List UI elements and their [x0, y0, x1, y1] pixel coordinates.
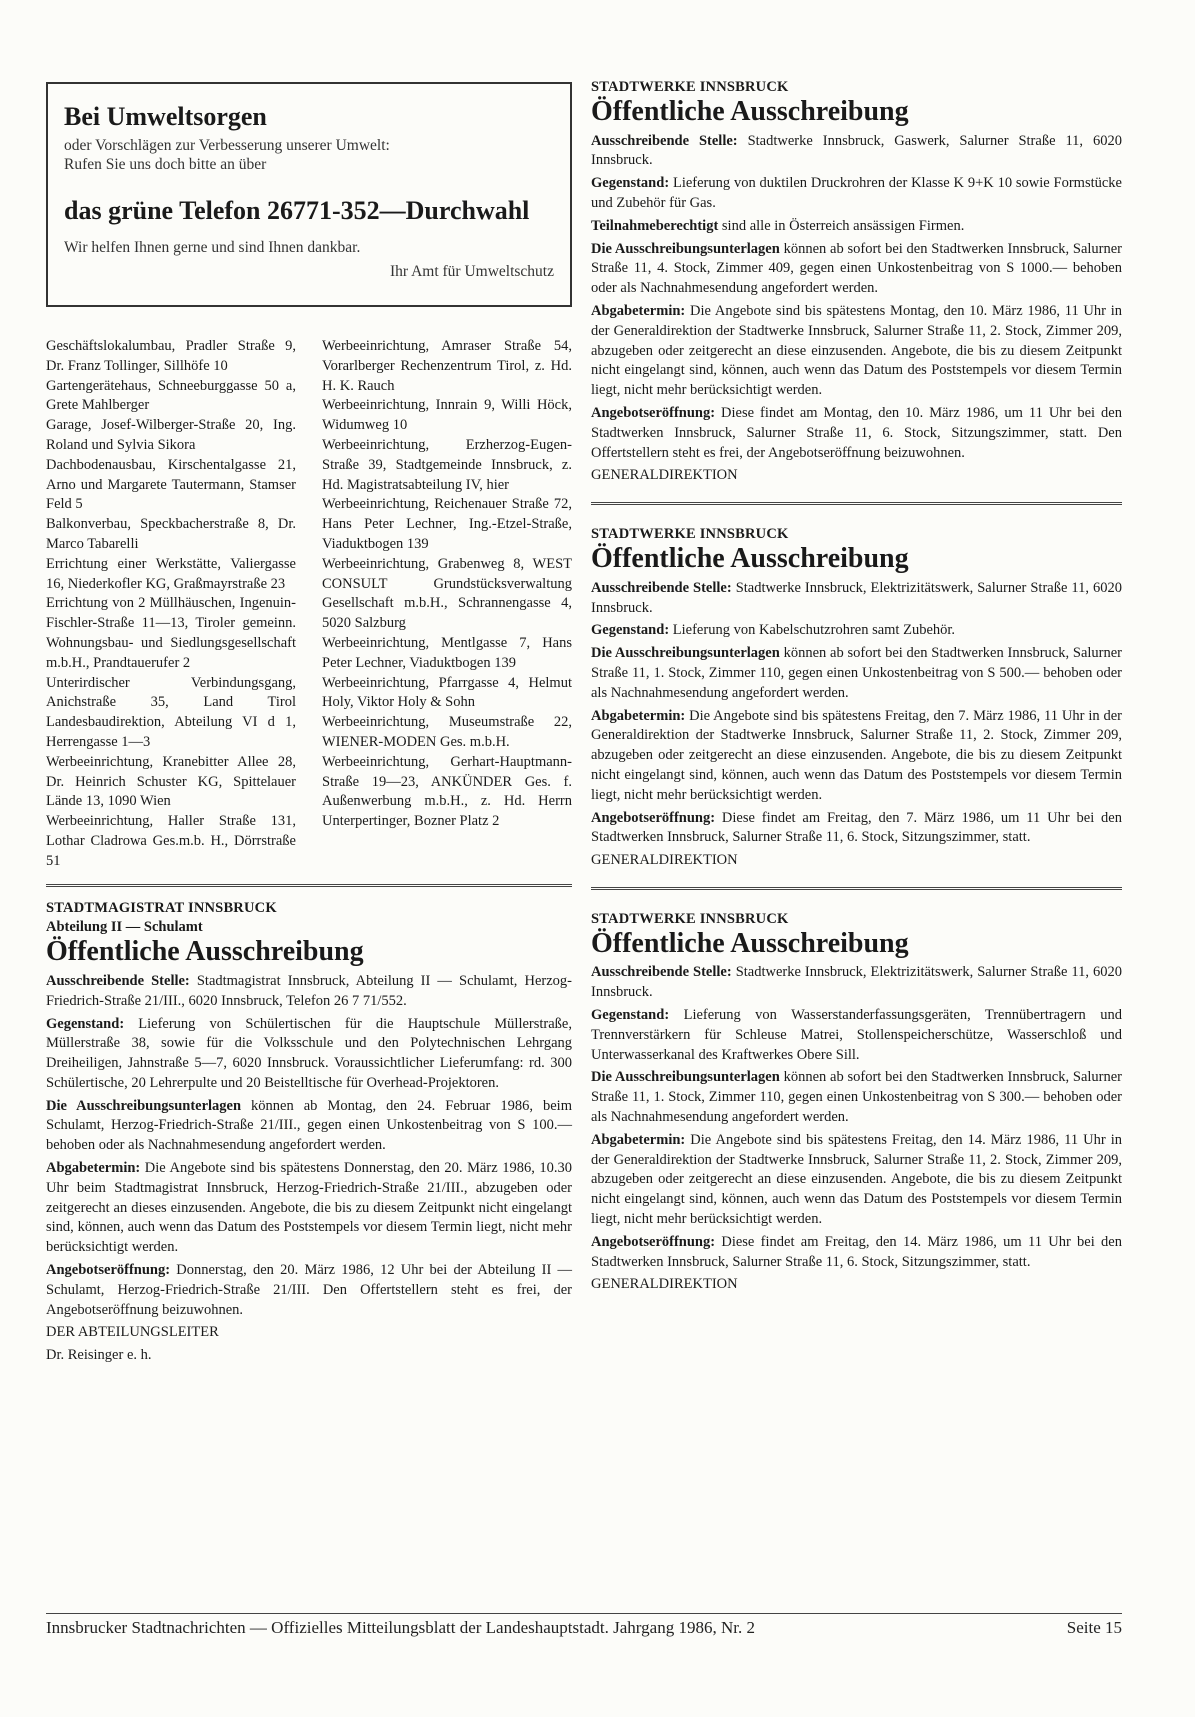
paragraph: Abgabetermin: Die Angebote sind bis spätestens Montag, den 10. März 1986, 11 Uhr in der Generaldirektion der Stadtwerke Innsbruck, Salurner Straße 11, 2. Stock, Zimmer 209, abzugeben oder zeitgerecht an diese einzusenden. Angebote, die bis zu diesem Zeitpunkt nicht eingelangt sind, können, auch wenn das Datum des Poststempels vor diesem Termin liegt, nicht mehr berücksichtigt werden.: [591, 302, 1122, 399]
permit-entry: Werbeeinrichtung, Pfarrgasse 4, Helmut Holy, Viktor Holy & Sohn: [322, 674, 572, 711]
issuer: STADTWERKE INNSBRUCK: [591, 910, 789, 927]
permit-entry: Werbeeinrichtung, Museumstraße 22, WIENER-MODEN Ges. m.b.H.: [322, 714, 572, 750]
paragraph: Abgabetermin: Die Angebote sind bis spätestens Freitag, den 14. März 1986, 11 Uhr in der Generaldirektion der Stadtwerke Innsbruck, Salurner Straße 11, 2. Stock, Zimmer 209, abzugeben oder zeitgerecht an diese einzusenden. Angebote, die bis zu diesem Zeitpunkt nicht eingelangt sind, können, auch wenn das Datum des Poststempels vor diesem Termin liegt, nicht mehr berücksichtigt werden.: [591, 1131, 1122, 1228]
page-footer: [46, 1613, 1122, 1638]
paragraph: Ausschreibende Stelle: Stadtwerke Innsbruck, Gaswerk, Salurner Straße 11, 6020 Innsbruck.: [591, 132, 1122, 169]
wasser-notice: [591, 910, 1122, 1295]
paragraph: Gegenstand: Lieferung von duktilen Druckrohren der Klasse K 9+K 10 sowie Formstücke und Zubehör für Gas.: [591, 175, 1122, 211]
paragraph: Die Ausschreibungsunterlagen können ab sofort bei den Stadtwerken Innsbruck, Salurner Straße 11, 1. Stock, Zimmer 110, gegen einen Unkostenbeitrag von S 500.— behoben oder als Nachnahmesendung angefordert werden.: [591, 645, 1122, 701]
paragraph: Gegenstand: Lieferung von Wasserstanderfassungsgeräten, Trennübertragern und Trennverstärkern für Schleuse Matrei, Stollenspeicherschütze, Wasserschloß und Unterwasserkanal des Kraftwerkes Obere Sill.: [591, 1007, 1122, 1063]
permit-entry: Geschäftslokalumbau, Pradler Straße 9, Dr. Franz Tollinger, Sillhöfe 10: [46, 338, 296, 374]
right-column: [591, 78, 1122, 1298]
phone-line: das grüne Telefon 26771-352—Durchwahl: [64, 196, 530, 225]
paragraph: Abgabetermin: Die Angebote sind bis spätestens Donnerstag, den 20. März 1986, 10.30 Uhr beim Stadtmagistrat Innsbruck, Herzog-Friedrich-Straße 21/III., abzugeben oder zeitgerecht an dieses einzusenden. Angebote, die bis zu diesem Zeitpunkt nicht eingelangt sind, können, auch wenn das Datum des Poststempels vor diesem Termin liegt, nicht mehr berücksichtigt werden.: [46, 1160, 572, 1256]
notice-box-thanks: Wir helfen Ihnen gerne und sind Ihnen dankbar.: [64, 239, 361, 256]
permit-entry: Garage, Josef-Wilberger-Straße 20, Ing. Roland und Sylvia Sikora: [46, 417, 296, 453]
permit-entry: Dachbodenausbau, Kirschentalgasse 21, Arno und Margarete Tautermann, Stamser Feld 5: [46, 456, 296, 513]
notice-box-signature: Ihr Amt für Umweltschutz: [389, 263, 554, 280]
paragraph: Angebotseröffnung: Diese findet am Montag, den 10. März 1986, um 11 Uhr bei den Stadtwerken Innsbruck, Salurner Straße 11, 6. Stock, Sitzungszimmer, statt. Den Offertstellern steht es frei, der Angebotseröffnung beizuwohnen.: [591, 404, 1122, 461]
permit-entry: Werbeeinrichtung, Reichenauer Straße 72, Hans Peter Lechner, Ing.-Etzel-Straße, Viaduktbogen 139: [322, 496, 572, 552]
left-column: [46, 82, 572, 1369]
notice-title: Öffentliche Ausschreibung: [46, 936, 364, 968]
signature: GENERALDIREKTION: [591, 852, 738, 869]
notice-box-title: Bei Umweltsorgen: [64, 102, 267, 131]
issuer: STADTWERKE INNSBRUCK: [591, 79, 789, 95]
paragraph: Die Ausschreibungsunterlagen können ab sofort bei den Stadtwerken Innsbruck, Salurner Straße 11, 4. Stock, Zimmer 409, gegen einen Unkostenbeitrag von S 1000.— behoben oder als Nachnahmesendung angefordert werden.: [591, 240, 1122, 297]
notice-box-line2: Rufen Sie uns doch bitte an über: [64, 156, 267, 173]
permit-lists: [46, 337, 572, 872]
paragraph: Angebotseröffnung: Donnerstag, den 20. März 1986, 12 Uhr bei der Abteilung II — Schulamt, Herzog-Friedrich-Straße 21/III. Den Offertstellern steht es frei, der Angebotseröffnung beizuwohnen.: [46, 1262, 572, 1318]
gaswerk-notice: [591, 78, 1122, 486]
permit-entry: Errichtung von 2 Müllhäuschen, Ingenuin-Fischler-Straße 11—13, Tiroler gemeinn. Wohnungsbau- und Siedlungsgesellschaft m.b.H., Prandtauerufer 2: [46, 595, 296, 671]
issuer: STADTMAGISTRAT INNSBRUCK: [46, 899, 277, 916]
notice-title: Öffentliche Ausschreibung: [591, 95, 909, 127]
signature-name: Dr. Reisinger e. h.: [46, 1347, 152, 1364]
paragraph: Angebotseröffnung: Diese findet am Freitag, den 14. März 1986, um 11 Uhr bei den Stadtwerken Innsbruck, Salurner Straße 11, 6. Stock, Sitzungszimmer, statt.: [591, 1233, 1122, 1270]
footer-publication: Innsbrucker Stadtnachrichten — Offizielles Mitteilungsblatt der Landeshauptstadt. Jahrgang 1986, Nr. 2: [46, 1618, 755, 1637]
permit-entry: Werbeeinrichtung, Innrain 9, Willi Höck, Widumweg 10: [322, 397, 572, 434]
signature-title: DER ABTEILUNGSLEITER: [46, 1324, 219, 1341]
permit-list-right: [322, 337, 572, 872]
paragraph: Die Ausschreibungsunterlagen können ab sofort bei den Stadtwerken Innsbruck, Salurner Straße 11, 1. Stock, Zimmer 110, gegen einen Unkostenbeitrag von S 300.— behoben oder als Nachnahmesendung angefordert werden.: [591, 1069, 1122, 1126]
permit-entry: Werbeeinrichtung, Kranebitter Allee 28, Dr. Heinrich Schuster KG, Spittelauer Lände 13, 1090 Wien: [46, 753, 296, 810]
permit-list-left: [46, 337, 296, 872]
notice-box-line1: oder Vorschlägen zur Verbesserung unserer Umwelt:: [64, 137, 390, 154]
department: Abteilung II — Schulamt: [46, 919, 203, 936]
permit-entry: Gartengerätehaus, Schneeburggasse 50 a, Grete Mahlberger: [46, 377, 296, 414]
notice-title: Öffentliche Ausschreibung: [591, 927, 909, 959]
paragraph: Gegenstand: Lieferung von Kabelschutzrohren samt Zubehör.: [591, 622, 956, 639]
paragraph: Gegenstand: Lieferung von Schülertischen für die Hauptschule Müllerstraße, Müllerstraße 38, sowie für die Volksschule und den Polytechnischen Lehrgang Dreiheiligen, Jahnstraße 5—7, 6020 Innsbruck. Voraussichtlicher Lieferumfang: rd. 300 Schülertische, 20 Lehrerpulte und 20 Beistelltische für Overhead-Projektoren.: [46, 1015, 572, 1091]
divider: [591, 502, 1122, 507]
environment-notice-box: [46, 82, 572, 307]
permit-entry: Werbeeinrichtung, Amraser Straße 54, Vorarlberger Rechenzentrum Tirol, z. Hd. H. K. Rauch: [322, 338, 572, 394]
signature: GENERALDIREKTION: [591, 467, 738, 484]
paragraph: Teilnahmeberechtigt sind alle in Österreich ansässigen Firmen.: [591, 217, 965, 234]
paragraph: Abgabetermin: Die Angebote sind bis spätestens Freitag, den 7. März 1986, 11 Uhr in der Generaldirektion der Stadtwerke Innsbruck, Salurner Straße 11, 2. Stock, Zimmer 209, abzugeben oder zeitgerecht an diese einzusenden. Angebote, die bis zu diesem Zeitpunkt nicht eingelangt sind, können, auch wenn das Datum des Poststempels vor diesem Termin liegt, nicht mehr berücksichtigt werden.: [591, 707, 1122, 803]
paragraph: Ausschreibende Stelle: Stadtwerke Innsbruck, Elektrizitätswerk, Salurner Straße 11, 6020 Innsbruck.: [591, 964, 1122, 1001]
paragraph: Angebotseröffnung: Diese findet am Freitag, den 7. März 1986, um 11 Uhr bei den Stadtwerken Innsbruck, Salurner Straße 11, 6. Stock, Sitzungszimmer, statt.: [591, 809, 1122, 846]
permit-entry: Werbeeinrichtung, Gerhart-Hauptmann-Straße 19—23, ANKÜNDER Ges. f. Außenwerbung m.b.H., z. Hd. Herrn Unterpertinger, Bozner Platz 2: [322, 753, 572, 830]
schulamt-notice: [46, 899, 572, 1367]
paragraph: Ausschreibende Stelle: Stadtmagistrat Innsbruck, Abteilung II — Schulamt, Herzog-Friedrich-Straße 21/III., 6020 Innsbruck, Telefon 26 7 71/552.: [46, 972, 572, 1009]
divider: [46, 884, 572, 889]
permit-entry: Werbeeinrichtung, Erzherzog-Eugen-Straße 39, Stadtgemeinde Innsbruck, z. Hd. Magistratsabteilung IV, hier: [322, 436, 572, 493]
paragraph: Ausschreibende Stelle: Stadtwerke Innsbruck, Elektrizitätswerk, Salurner Straße 11, 6020 Innsbruck.: [591, 579, 1122, 616]
permit-entry: Werbeeinrichtung, Mentlgasse 7, Hans Peter Lechner, Viaduktbogen 139: [322, 634, 572, 671]
permit-entry: Werbeeinrichtung, Haller Straße 131, Lothar Cladrowa Ges.m.b. H., Dörrstraße 51: [46, 813, 296, 869]
page-number: Seite 15: [1066, 1618, 1122, 1637]
permit-entry: Errichtung einer Werkstätte, Valiergasse 16, Niederkofler KG, Graßmayrstraße 23: [46, 555, 296, 592]
permit-entry: Unterirdischer Verbindungsgang, Anichstraße 35, Land Tirol Landesbaudirektion, Abteilung VI d 1, Herrengasse 1—3: [46, 674, 296, 750]
permit-entry: Werbeeinrichtung, Grabenweg 8, WEST CONSULT Grundstücksverwaltung Gesellschaft m.b.H., Schrannengasse 4, 5020 Salzburg: [322, 555, 572, 632]
signature: GENERALDIREKTION: [591, 1276, 738, 1293]
kabel-notice: [591, 525, 1122, 871]
divider: [591, 887, 1122, 892]
notice-title: Öffentliche Ausschreibung: [591, 542, 909, 574]
permit-entry: Balkonverbau, Speckbacherstraße 8, Dr. Marco Tabarelli: [46, 516, 296, 552]
paragraph: Die Ausschreibungsunterlagen können ab Montag, den 24. Februar 1986, beim Schulamt, Herzog-Friedrich-Straße 21/III., gegen einen Unkostenbeitrag von S 100.— behoben oder als Nachnahmesendung angefordert werden.: [46, 1097, 572, 1154]
issuer: STADTWERKE INNSBRUCK: [591, 526, 789, 543]
